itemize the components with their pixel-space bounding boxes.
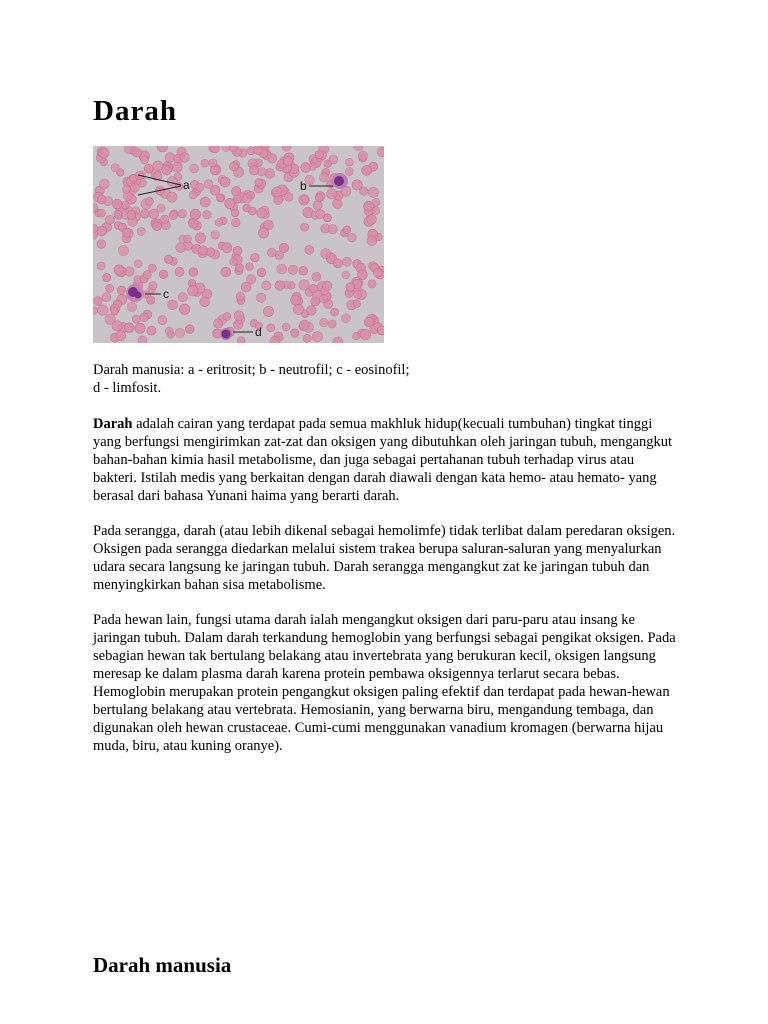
red-blood-cell: [118, 246, 128, 256]
red-blood-cell: [196, 183, 204, 191]
red-blood-cell: [277, 264, 287, 274]
red-blood-cell: [256, 293, 265, 302]
red-blood-cell: [131, 183, 140, 192]
red-blood-cell: [312, 332, 322, 342]
red-blood-cell: [364, 317, 373, 326]
red-blood-cell: [167, 192, 177, 202]
red-blood-cell: [288, 265, 297, 274]
red-blood-cell: [250, 166, 259, 175]
red-blood-cell: [233, 195, 241, 203]
red-blood-cell: [319, 173, 328, 182]
figure-caption: [93, 361, 678, 397]
red-blood-cell: [169, 211, 177, 219]
red-blood-cell: [301, 223, 309, 231]
red-blood-cell: [368, 280, 376, 288]
red-blood-cell: [299, 320, 309, 330]
paragraph-1-body: adalah cairan yang terdapat pada semua makhluk hidup(kecuali tumbuhan) tingkat tinggi yang berfungsi mengirimkan zat-zat dan oksigen yang dibutuhkan oleh jaringan tubuh, mengangkut bahan-bahan kimia hasil metabolisme, dan juga sebagai pertahanan tubuh terhadap virus atau bakteri. Istilah medis yang berkaitan dengan darah diawali dengan kata hemo- atau hemato- yang berasal dari bahasa Yunani haima yang berarti darah.: [93, 416, 673, 504]
red-blood-cell: [198, 246, 207, 255]
red-blood-cell: [134, 260, 142, 268]
red-blood-cell: [133, 148, 142, 157]
red-blood-cell: [342, 314, 351, 323]
red-blood-cell: [263, 306, 273, 316]
red-blood-cell: [144, 164, 153, 173]
red-blood-cell: [149, 282, 157, 290]
red-blood-cell: [168, 300, 178, 310]
red-blood-cell: [265, 169, 275, 179]
red-blood-cell: [98, 305, 108, 315]
red-blood-cell: [175, 267, 184, 276]
red-blood-cell: [188, 286, 198, 296]
page-title: Darah: [93, 95, 177, 127]
red-blood-cell: [157, 204, 165, 212]
red-blood-cell: [153, 222, 162, 231]
red-blood-cell: [328, 225, 337, 234]
red-blood-cell: [162, 165, 172, 175]
red-blood-cell: [352, 180, 362, 190]
red-blood-cell: [303, 334, 311, 342]
red-blood-cell: [320, 318, 328, 326]
red-blood-cell: [211, 231, 220, 240]
red-blood-cell: [233, 246, 242, 255]
red-blood-cell: [284, 193, 293, 202]
red-blood-cell: [179, 304, 189, 314]
red-blood-cell: [220, 177, 230, 187]
paragraph-1-term: Darah: [93, 416, 133, 432]
red-blood-cell: [175, 328, 184, 337]
red-blood-cell: [291, 295, 301, 305]
red-blood-cell: [112, 199, 122, 209]
red-blood-cell: [377, 326, 384, 335]
red-blood-cell: [275, 281, 285, 291]
red-blood-cell: [368, 187, 378, 197]
red-blood-cell: [223, 313, 231, 321]
red-blood-cell: [210, 146, 219, 153]
paragraph-1: [93, 415, 678, 505]
red-blood-cell: [97, 262, 105, 270]
red-blood-cell: [102, 293, 111, 302]
red-blood-cell: [164, 255, 172, 263]
red-blood-cell: [222, 243, 232, 253]
caption-line-1: Darah manusia: a - eritrosit; b - neutrofil; c - eosinofil;: [93, 362, 410, 378]
red-blood-cell: [188, 219, 197, 228]
red-blood-cell: [323, 281, 332, 290]
red-blood-cell: [103, 273, 111, 281]
red-blood-cell: [159, 270, 168, 279]
paragraph-2: Pada serangga, darah (atau lebih dikenal sebagai hemolimfe) tidak terlibat dalam peredaran oksigen. Oksigen pada serangga diedarkan melalui sistem trakea berupa saluran-saluran yang menyalurkan udara secara langsung ke jaringan tubuh. Darah serangga mengangkut zat ke jaringan tubuh dan menyingkirkan bahan sisa metabolisme.: [93, 523, 676, 593]
red-blood-cell: [178, 293, 187, 302]
red-blood-cell: [315, 194, 323, 202]
red-blood-cell: [353, 300, 361, 308]
red-blood-cell: [319, 295, 327, 303]
red-blood-cell: [117, 286, 125, 294]
red-blood-cell: [373, 268, 382, 277]
red-blood-cell: [99, 179, 109, 189]
red-blood-cell: [299, 266, 308, 275]
red-blood-cell: [241, 282, 251, 292]
red-blood-cell: [186, 325, 195, 334]
red-blood-cell: [189, 191, 197, 199]
red-blood-cell: [138, 336, 147, 343]
red-blood-cell: [132, 315, 140, 323]
red-blood-cell: [137, 227, 145, 235]
red-blood-cell: [216, 194, 224, 202]
red-blood-cell: [127, 211, 136, 220]
red-blood-cell: [153, 161, 163, 171]
eosinophil-cell: [126, 284, 144, 302]
red-blood-cell: [231, 209, 239, 217]
red-blood-cell: [316, 209, 325, 218]
red-blood-cell: [200, 297, 210, 307]
red-blood-cell: [353, 332, 361, 340]
section-title-darah-manusia: Darah manusia: [93, 953, 232, 977]
red-blood-cell: [257, 208, 267, 218]
red-blood-cell: [190, 164, 199, 173]
red-blood-cell: [195, 233, 205, 243]
red-blood-cell: [112, 321, 122, 331]
label-a: a: [183, 178, 190, 192]
red-blood-cell: [315, 150, 323, 158]
red-blood-cell: [301, 163, 311, 173]
red-blood-cell: [214, 319, 223, 328]
red-blood-cell: [305, 245, 314, 254]
red-blood-cell: [97, 209, 105, 217]
red-blood-cell: [111, 308, 119, 316]
red-blood-cell: [122, 228, 131, 237]
red-blood-cell: [158, 316, 167, 325]
red-blood-cell: [309, 284, 318, 293]
red-blood-cell: [342, 257, 351, 266]
red-blood-cell: [267, 248, 276, 257]
red-blood-cell: [358, 270, 368, 280]
red-blood-cell: [215, 219, 223, 227]
red-blood-cell: [279, 243, 288, 252]
red-blood-cell: [257, 268, 266, 277]
neutrophil-cell: [332, 173, 348, 189]
red-blood-cell: [167, 177, 177, 187]
red-blood-cell: [274, 196, 283, 205]
caption-line-2: d - limfosit.: [93, 380, 162, 396]
red-blood-cell: [367, 236, 377, 246]
red-blood-cell: [176, 243, 186, 253]
red-blood-cell: [165, 153, 175, 163]
blood-smear-figure: [93, 146, 384, 343]
red-blood-cell: [360, 329, 370, 339]
red-blood-cell: [210, 166, 218, 174]
red-blood-cell: [125, 323, 135, 333]
paragraph-3: Pada hewan lain, fungsi utama darah ialah mengangkut oksigen dari paru-paru atau insang ke jaringan tubuh. Dalam darah terkandung hemoglobin yang berfungsi sebagai pengikat oksigen. Pada sebagian hewan tak bertulang belakang atau invertebrata yang berukuran kecil, oksigen langsung meresap ke dalam plasma darah karena protein pembawa oksigennya terlarut secara bebas. Hemoglobin merupakan protein pengangkut oksigen paling efektif dan terdapat pada hewan-hewan bertulang belakang atau vertebrata. Hemosianin, yang berwarna biru, mengandung tembaga, dan digunakan oleh hewan crustaceae. Cumi-cumi menggunakan vanadium kromagen (berwarna hijau muda, biru, atau kuning oranye).: [93, 612, 676, 754]
red-blood-cell: [307, 306, 317, 316]
red-blood-cell: [345, 168, 353, 176]
red-blood-cell: [147, 326, 156, 335]
red-blood-cell: [367, 215, 377, 225]
red-blood-cell: [283, 156, 292, 165]
lymphocyte-cell: [220, 328, 232, 340]
red-blood-cell: [272, 187, 282, 197]
red-blood-cell: [122, 185, 130, 193]
red-blood-cell: [116, 331, 126, 341]
red-blood-cell: [346, 283, 355, 292]
red-blood-cell: [141, 209, 150, 218]
red-blood-cell: [327, 189, 337, 199]
red-blood-cell: [111, 164, 119, 172]
red-blood-cell: [200, 197, 210, 207]
red-blood-cell: [172, 162, 182, 172]
red-blood-cell: [184, 235, 192, 243]
red-blood-cell: [234, 311, 244, 321]
red-blood-cell: [105, 215, 114, 224]
red-blood-cell: [333, 259, 342, 268]
red-blood-cell: [237, 337, 245, 343]
red-blood-cell: [190, 209, 200, 219]
red-blood-cell: [97, 240, 106, 249]
red-blood-cell: [203, 211, 211, 219]
red-blood-cell: [230, 258, 238, 266]
red-blood-cell: [282, 323, 290, 331]
red-blood-cell: [251, 253, 260, 262]
red-blood-cell: [243, 204, 251, 212]
red-blood-cell: [321, 249, 331, 259]
red-blood-cell: [255, 179, 263, 187]
blood-smear-image: [93, 146, 384, 343]
red-blood-cell: [114, 265, 124, 275]
label-c: c: [163, 287, 169, 301]
red-blood-cell: [97, 226, 107, 236]
label-b: b: [300, 179, 307, 193]
red-blood-cell: [114, 210, 122, 218]
red-blood-cell: [127, 302, 136, 311]
red-blood-cell: [180, 153, 190, 163]
red-blood-cell: [135, 323, 145, 333]
red-blood-cell: [301, 195, 309, 203]
red-blood-cell: [354, 290, 362, 298]
red-blood-cell: [246, 263, 254, 271]
red-blood-cell: [232, 218, 241, 227]
red-blood-cell: [343, 226, 351, 234]
red-blood-cell: [358, 151, 367, 160]
red-blood-cell: [147, 296, 155, 304]
red-blood-cell: [97, 195, 106, 204]
red-blood-cell: [204, 180, 213, 189]
red-blood-cell: [145, 197, 153, 205]
red-blood-cell: [346, 158, 354, 166]
red-blood-cell: [342, 271, 350, 279]
red-blood-cell: [328, 320, 336, 328]
red-blood-cell: [94, 297, 103, 306]
red-blood-cell: [99, 148, 109, 158]
red-blood-cell: [221, 267, 231, 277]
red-blood-cell: [243, 194, 252, 203]
red-blood-cell: [258, 228, 268, 238]
red-blood-cell: [324, 160, 332, 168]
red-blood-cell: [161, 215, 169, 223]
red-blood-cell: [348, 233, 357, 242]
red-blood-cell: [236, 292, 244, 300]
red-blood-cell: [229, 162, 238, 171]
red-blood-cell: [106, 284, 114, 292]
red-blood-cell: [201, 159, 209, 167]
red-blood-cell: [311, 297, 320, 306]
red-blood-cell: [291, 329, 299, 337]
red-blood-cell: [331, 308, 339, 316]
red-blood-cell: [229, 146, 237, 152]
red-blood-cell: [262, 281, 271, 290]
red-blood-cell: [143, 271, 151, 279]
red-blood-cell: [165, 327, 173, 335]
red-blood-cell: [312, 272, 321, 281]
red-blood-cell: [267, 324, 275, 332]
red-blood-cell: [121, 201, 129, 209]
red-blood-cell: [209, 159, 217, 167]
red-blood-cell: [313, 201, 322, 210]
red-blood-cell: [364, 201, 374, 211]
red-blood-cell: [293, 304, 303, 314]
red-blood-cell: [149, 209, 159, 219]
red-blood-cell: [254, 146, 263, 154]
red-blood-cell: [362, 165, 372, 175]
red-blood-cell: [178, 210, 186, 218]
red-blood-cell: [141, 156, 149, 164]
red-blood-cell: [189, 268, 198, 277]
red-blood-cell: [140, 313, 149, 322]
label-d: d: [255, 325, 262, 339]
